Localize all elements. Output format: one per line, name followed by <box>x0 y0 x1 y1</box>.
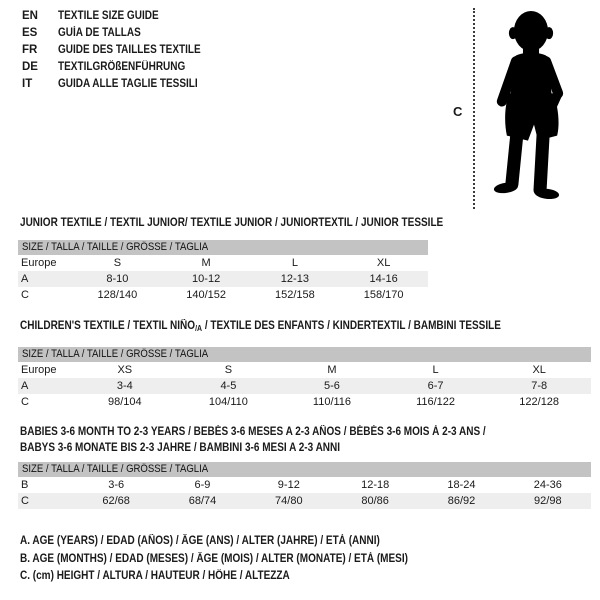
language-row-en <box>22 7 222 24</box>
table-cell: 7-8 <box>531 380 548 392</box>
row-label-cell: A <box>21 380 29 392</box>
language-code: EN <box>22 9 38 22</box>
table-cell: M <box>201 257 211 269</box>
table-row-europe <box>18 255 428 271</box>
junior-size-table <box>18 240 428 303</box>
table-cell: 8-10 <box>106 273 129 285</box>
table-cell: XL <box>376 257 391 269</box>
children-title-part1: CHILDREN'S TEXTILE / TEXTIL NIÑO <box>20 320 196 332</box>
table-row-age <box>18 271 428 287</box>
legend-text-a: A. AGE (YEARS) / EDAD (AÑOS) / ÂGE (ANS) / ALTER (JAHRE) / ETÀ (ANNI) <box>20 535 380 547</box>
legend-line-a <box>20 535 466 553</box>
row-label-cell: A <box>21 273 29 285</box>
language-title: TEXTILGRÖßENFÜHRUNG <box>58 60 186 73</box>
table-row-height <box>18 493 591 509</box>
table-cell: 98/104 <box>107 396 142 408</box>
junior-section-title <box>20 217 506 229</box>
table-cell: L <box>291 257 298 269</box>
table-cell: 6-7 <box>427 380 444 392</box>
language-title: GUIDE DES TAILLES TEXTILE <box>58 43 201 56</box>
table-row-height <box>18 287 428 303</box>
row-label-cell: B <box>21 479 29 491</box>
language-row-it <box>22 75 222 92</box>
children-title-part2: / TEXTILE DES ENFANTS / KINDERTEXTIL / BAMBINI TESSILE <box>202 320 501 332</box>
table-cell: 24-36 <box>533 479 562 491</box>
table-cell: 68/74 <box>188 495 217 507</box>
junior-title-text: JUNIOR TEXTILE / TEXTIL JUNIOR/ TEXTILE JUNIOR / JUNIORTEXTIL / JUNIOR TESSILE <box>20 217 444 229</box>
height-measure-line <box>473 8 475 209</box>
table-cell: 3-4 <box>116 380 133 392</box>
table-cell: L <box>432 364 439 376</box>
size-header-bar <box>18 347 591 362</box>
table-cell: 158/170 <box>363 289 404 301</box>
language-title: GUIDA ALLE TAGLIE TESSILI <box>58 77 198 90</box>
table-cell: 62/68 <box>102 495 130 507</box>
table-cell: S <box>224 364 233 376</box>
table-cell: 74/80 <box>275 495 303 507</box>
table-cell: 5-6 <box>324 380 340 392</box>
table-cell: 18-24 <box>447 479 476 491</box>
table-cell: S <box>113 257 122 269</box>
language-title: GUÍA DE TALLAS <box>58 26 141 39</box>
children-size-table <box>18 347 591 410</box>
table-cell: 14-16 <box>369 273 398 285</box>
language-row-de <box>22 58 222 75</box>
table-cell: 92/98 <box>534 495 562 507</box>
table-cell: 12-18 <box>361 479 390 491</box>
language-code: DE <box>22 60 38 73</box>
table-cell: 80/86 <box>361 495 389 507</box>
table-cell: 86/92 <box>447 495 476 507</box>
size-header-bar <box>18 240 428 255</box>
row-label-cell: C <box>21 495 29 507</box>
table-cell: 110/116 <box>312 396 352 408</box>
table-cell: 4-5 <box>220 380 237 392</box>
size-header-text: SIZE / TALLA / TAILLE / GRÖSSE / TAGLIA <box>22 463 209 475</box>
table-cell: 104/110 <box>208 396 248 408</box>
table-cell: 12-13 <box>280 273 309 285</box>
table-cell: 152/158 <box>274 289 315 301</box>
table-cell: 3-6 <box>108 479 125 491</box>
children-title-subscript: /A <box>195 324 203 333</box>
size-header-text: SIZE / TALLA / TAILLE / GRÖSSE / TAGLIA <box>22 241 209 253</box>
babies-title-line2: BABYS 3-6 MONATE BIS 2-3 JAHRE / BAMBINI 3-6 MESI A 2-3 ANNI <box>20 442 341 454</box>
legend-line-c <box>20 570 466 588</box>
legend-line-b <box>20 553 466 571</box>
table-row-europe <box>18 362 591 378</box>
row-label-cell: C <box>21 289 29 301</box>
babies-size-table <box>18 462 591 509</box>
table-cell: 9-12 <box>277 479 300 491</box>
language-row-es <box>22 24 222 41</box>
language-row-fr <box>22 41 222 58</box>
table-row-height <box>18 394 591 410</box>
language-list <box>22 7 222 92</box>
row-label-cell: Europe <box>21 364 57 376</box>
language-title: TEXTILE SIZE GUIDE <box>58 9 159 22</box>
baby-silhouette-icon <box>481 7 581 213</box>
language-code: ES <box>22 26 38 39</box>
table-cell: 128/140 <box>97 289 138 301</box>
measure-legend <box>20 535 466 588</box>
table-cell: M <box>327 364 337 376</box>
height-measure-label: C <box>453 104 463 119</box>
language-code: IT <box>22 77 33 90</box>
table-cell: XL <box>532 364 546 376</box>
table-cell: 122/128 <box>519 396 560 408</box>
row-label-cell: Europe <box>21 257 57 269</box>
legend-text-b: B. AGE (MONTHS) / EDAD (MESES) / ÂGE (MOIS) / ALTER (MONATE) / ETÀ (MESI) <box>20 552 408 565</box>
table-cell: XS <box>117 364 133 376</box>
table-cell: 6-9 <box>194 479 211 491</box>
size-header-text: SIZE / TALLA / TAILLE / GRÖSSE / TAGLIA <box>22 348 209 360</box>
baby-height-figure <box>448 4 598 216</box>
table-cell: 140/152 <box>186 289 226 301</box>
legend-text-c: C. (cm) HEIGHT / ALTURA / HAUTEUR / HÖHE / ALTEZZA <box>20 570 290 582</box>
table-row-months <box>18 477 591 493</box>
table-cell: 116/122 <box>416 396 456 408</box>
babies-title-line1: BABIES 3-6 MONTH TO 2-3 YEARS / BEBÉS 3-6 MESES A 2-3 AÑOS / BÉBÉS 3-6 MOIS À 2-3 ANS / <box>20 426 486 438</box>
children-section-title <box>20 320 573 333</box>
language-code: FR <box>22 43 38 56</box>
table-cell: 10-12 <box>192 273 221 285</box>
table-row-age <box>18 378 591 394</box>
children-title-text <box>20 320 501 333</box>
row-label-cell: C <box>21 396 29 408</box>
babies-section-title <box>20 424 555 456</box>
size-header-bar <box>18 462 591 477</box>
